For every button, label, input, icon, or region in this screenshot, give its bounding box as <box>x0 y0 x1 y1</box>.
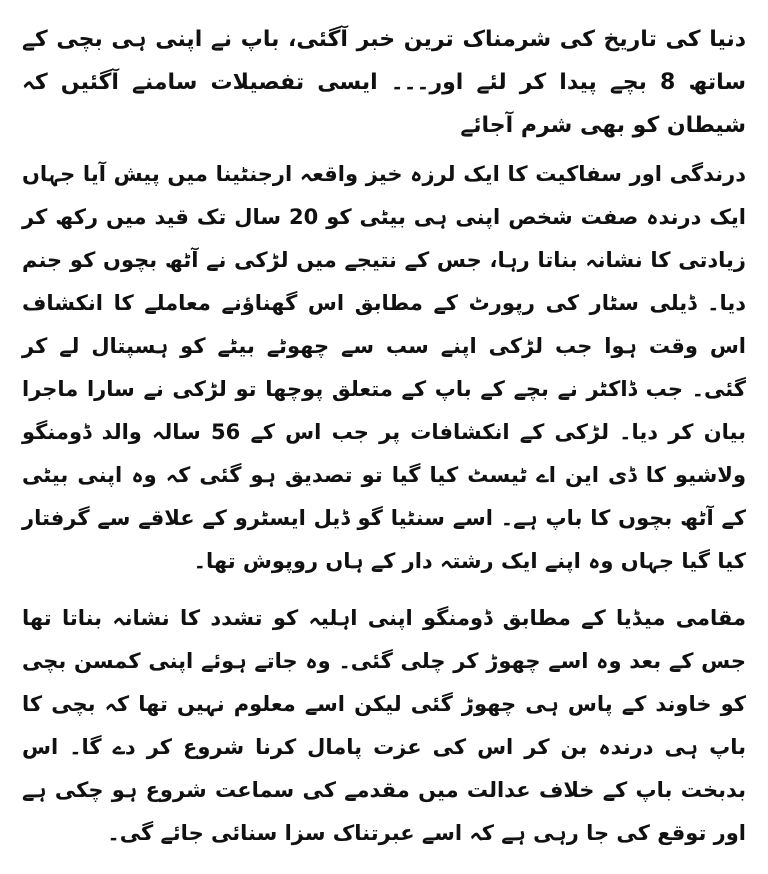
article-paragraph-2: مقامی میڈیا کے مطابق ڈومنگو اپنی اہلیہ کو تشدد کا نشانہ بناتا تھا جس کے بعد وہ اسے چھوڑ کر چلی گئی۔ وہ جاتے ہوئے اپنی کمسن بچی کو خاوند کے پاس ہی چھوڑ گئی لیکن اسے معلوم نہیں تھا کہ بچی کا باپ ہی درندہ بن کر اس کی عزت پامال کرنا شروع کر دے گا۔ اس بدبخت باپ کے خلاف عدالت میں مقدمے کی سماعت شروع ہو چکی ہے اور توقع کی جا رہی ہے کہ اسے عبرتناک سزا سنائی جائے گی۔ <box>22 606 746 845</box>
article-headline: دنیا کی تاریخ کی شرمناک ترین خبر آگئی، باپ نے اپنی ہی بچی کے ساتھ 8 بچے پیدا کر لئے اور۔۔۔ ایسی تفصیلات سامنے آگئیں کہ شیطان کو بھی شرم آجائے <box>22 27 746 138</box>
article-paragraph-1: درندگی اور سفاکیت کا ایک لرزہ خیز واقعہ ارجنٹینا میں پیش آیا جہاں ایک درندہ صفت شخص اپنی ہی بیٹی کو 20 سال تک قید میں رکھ کر زیادتی کا نشانہ بناتا رہا، جس کے نتیجے میں لڑکی نے آٹھ بچوں کو جنم دیا۔ ڈیلی سٹار کی رپورٹ کے مطابق اس گھناؤنے معاملے کا انکشاف اس وقت ہوا جب لڑکی اپنے سب سے چھوٹے بیٹے کو ہسپتال لے کر گئی۔ جب ڈاکٹر نے بچے کے باپ کے متعلق پوچھا تو لڑکی نے سارا ماجرا بیان کر دیا۔ لڑکی کے انکشافات پر جب اس کے 56 سالہ والد ڈومنگو ولاشیو کا ڈی این اے ٹیسٹ کیا گیا تو تصدیق ہو گئی کہ وہ اپنی بیٹی کے آٹھ بچوں کا باپ ہے۔ اسے سنٹیا گو ڈیل ایسٹرو کے علاقے سے گرفتار کیا گیا جہاں وہ اپنے ایک رشتہ دار کے ہاں روپوش تھا۔ <box>22 162 746 573</box>
